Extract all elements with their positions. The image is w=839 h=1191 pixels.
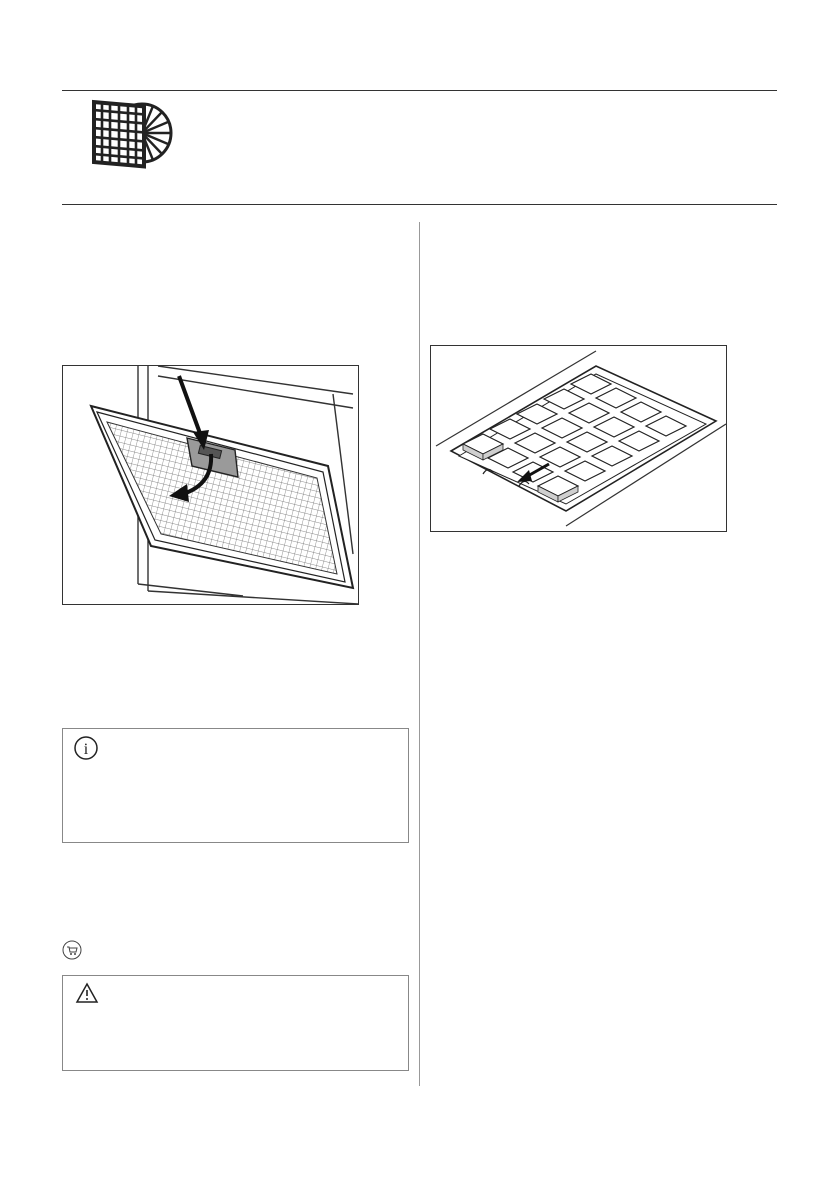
carbon-filter-illustration — [431, 346, 726, 531]
carbon-filter-figure — [430, 345, 727, 532]
grease-filter-removal-figure — [62, 365, 359, 605]
info-icon — [73, 735, 99, 761]
square-filter-shape — [94, 102, 144, 166]
shop-cart-icon[interactable] — [62, 940, 82, 960]
warning-note-box — [62, 975, 409, 1071]
info-note-box — [62, 728, 409, 843]
warning-icon — [75, 982, 99, 1004]
column-divider — [419, 222, 420, 1086]
grease-filter-illustration — [63, 366, 358, 604]
header-bottom-rule — [62, 204, 777, 205]
svg-text:i: i — [83, 741, 89, 758]
grease-and-carbon-filter-icon — [82, 98, 177, 178]
header-top-rule — [62, 90, 777, 91]
